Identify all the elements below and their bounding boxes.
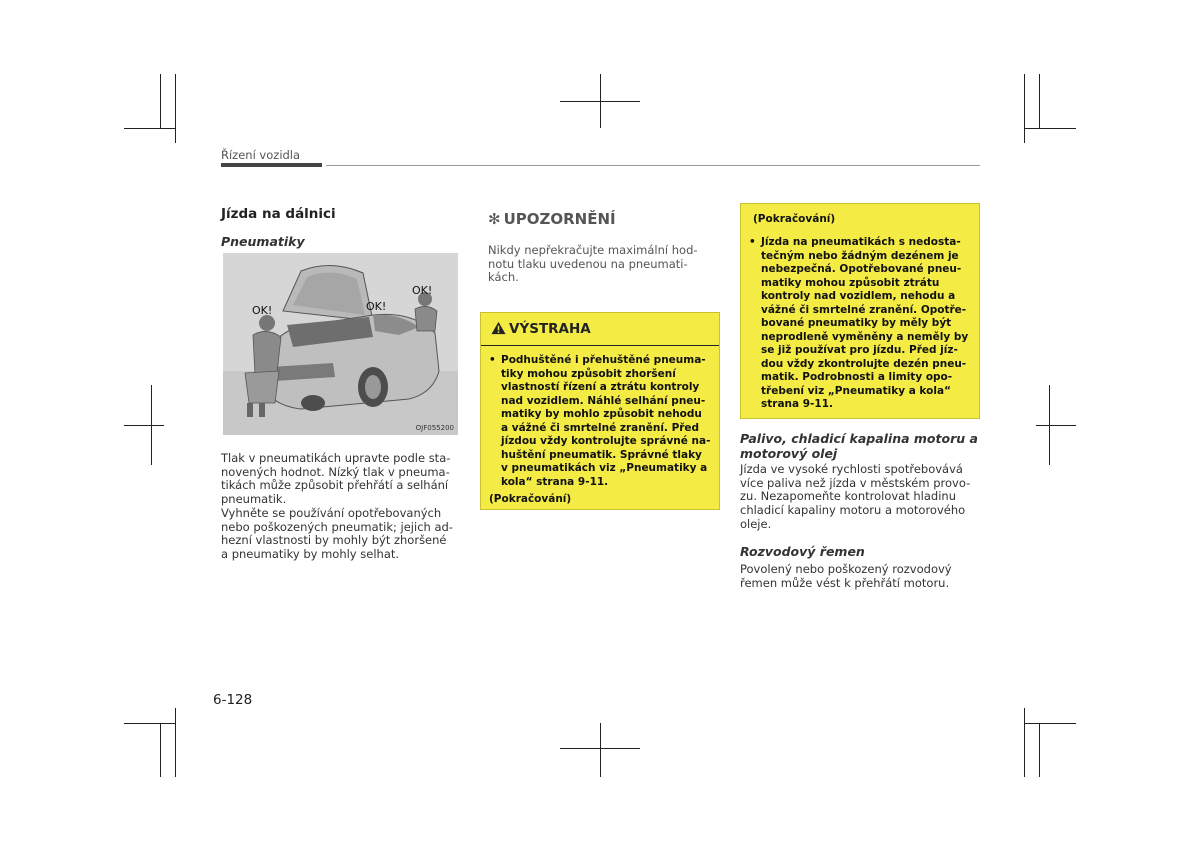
illustration-code: OJF055200 [415, 424, 454, 432]
text-line: Jízda na pneumatikách s nedosta- [761, 236, 961, 248]
header-bar [221, 163, 322, 167]
crop-mark [1024, 723, 1076, 724]
registration-mark [600, 74, 601, 128]
text-line: dou vždy zkontrolujte dezén pneu- [761, 357, 967, 370]
text-line: v pneumatikách viz „Pneumatiky a [501, 462, 708, 474]
speech-label: OK! [252, 304, 273, 317]
timing-belt-paragraph [740, 563, 982, 590]
text-line: Vyhněte se používání opotřebovaných [221, 505, 442, 520]
registration-mark [600, 723, 601, 777]
text-line: nebezpečná. Opotřebované pneu- [761, 263, 962, 275]
text-line: se již používat pro jízdu. Před jíz- [761, 344, 958, 356]
crop-mark [1039, 74, 1040, 128]
crop-mark [175, 74, 176, 143]
crop-mark [175, 708, 176, 777]
warning-text [761, 236, 974, 412]
text-line: kách. [488, 270, 519, 285]
continued-label: (Pokračování) [489, 493, 572, 505]
warning-title: VÝSTRAHA [509, 321, 591, 337]
text-line: jízdou vždy kontrolujte správné na- [501, 435, 711, 447]
speech-label: OK! [412, 284, 433, 297]
subheading-tires: Pneumatiky [221, 234, 305, 249]
crop-mark [124, 128, 176, 129]
fuel-paragraph [740, 463, 982, 532]
caution-title: UPOZORNĚNÍ [503, 210, 616, 228]
section-title: Jízda na dálnici [221, 206, 336, 222]
text-line: neprodleně vyměněny a neměly by [761, 330, 969, 343]
text-line: řemen může vést k přehřátí motoru. [740, 575, 950, 590]
text-line: Jízda ve vysoké rychlosti spotřebovává [740, 462, 963, 476]
text-line: tikách může způsobit přehřátí a selhání [221, 478, 449, 493]
bullet: • [749, 236, 756, 248]
text-line: strana 9-11. [761, 398, 834, 410]
text-line: oleje. [740, 516, 772, 531]
continued-label: (Pokračování) [753, 213, 836, 225]
registration-mark [151, 385, 152, 465]
crop-mark [1039, 723, 1040, 777]
crop-mark [160, 723, 161, 777]
page-number: 6-128 [213, 692, 253, 708]
text-line: Povolený nebo poškozený rozvodový [740, 562, 952, 576]
text-line: chladicí kapaliny motoru a motorového [740, 503, 966, 518]
text-line: vlastností řízení a ztrátu kontroly [501, 381, 700, 393]
running-header [221, 148, 980, 168]
speech-label: OK! [366, 300, 387, 313]
warning-box [480, 312, 720, 510]
text-line: kontroly nad vozidlem, nehodu a [761, 290, 956, 302]
tire-check-illustration [223, 253, 458, 435]
text-line: a pneumatiky by mohly selhat. [221, 546, 400, 561]
text-line: a vážné či smrtelné zranění. Před [501, 421, 700, 434]
car-hood-open-drawing [223, 253, 458, 435]
bullet: • [489, 354, 496, 366]
text-line: kola“ strana 9-11. [501, 475, 609, 488]
header-rule [326, 165, 980, 166]
crop-mark [1024, 74, 1025, 143]
warning-box-continued [740, 203, 980, 419]
text-line: motorový olej [740, 446, 838, 461]
chapter-title: Řízení vozidla [221, 148, 301, 162]
text-line: matiky mohou způsobit ztrátu [761, 276, 940, 289]
subheading-timing-belt: Rozvodový řemen [740, 544, 865, 559]
text-line: nebo poškozených pneumatik; jejich ad- [221, 519, 453, 534]
registration-mark [1049, 385, 1050, 465]
warning-triangle-icon [491, 321, 506, 335]
text-line: tečným nebo žádným dezénem je [761, 249, 959, 262]
text-line: notu tlaku uvedenou na pneumati- [488, 256, 688, 271]
text-line: hezní vlastnosti by mohly být zhoršené [221, 533, 447, 548]
registration-mark [124, 425, 164, 426]
text-line: huštění pneumatik. Správné tlaky [501, 448, 702, 461]
text-line: novených hodnot. Nízký tlak v pneuma- [221, 464, 450, 479]
text-line: matik. Podrobnosti a limity opo- [761, 371, 953, 383]
crop-mark [160, 74, 161, 128]
text-line: více paliva než jízda v městském provo- [740, 475, 971, 490]
text-line: tiky mohou způsobit zhoršení [501, 367, 676, 380]
caution-heading [488, 210, 616, 228]
text-line: pneumatik. [221, 492, 287, 507]
crop-mark [1024, 128, 1076, 129]
caution-star-icon: ✻ [488, 210, 501, 228]
registration-mark [1036, 425, 1076, 426]
text-line: Nikdy nepřekračujte maximální hod- [488, 243, 698, 257]
text-line: zu. Nezapomeňte kontrolovat hladinu [740, 489, 956, 504]
text-line: Podhuštěné i přehuštěné pneuma- [501, 354, 706, 366]
subheading-fuel [740, 431, 978, 461]
text-line: nad vozidlem. Náhlé selhání pneu- [501, 394, 706, 407]
caution-paragraph [488, 244, 713, 285]
text-line: matiky by mohlo způsobit nehodu [501, 408, 702, 420]
tire-pressure-paragraph [221, 452, 461, 562]
text-line: vážné či smrtelné zranění. Opotře- [761, 303, 967, 316]
crop-mark [124, 723, 176, 724]
warning-text [501, 354, 714, 489]
text-line: Palivo, chladicí kapalina motoru a [740, 431, 978, 446]
crop-mark [1024, 708, 1025, 777]
text-line: třebení viz „Pneumatiky a kola“ [761, 384, 951, 397]
warning-header [481, 313, 719, 346]
text-line: Tlak v pneumatikách upravte podle sta- [221, 451, 451, 465]
text-line: bované pneumatiky by měly být [761, 317, 952, 329]
